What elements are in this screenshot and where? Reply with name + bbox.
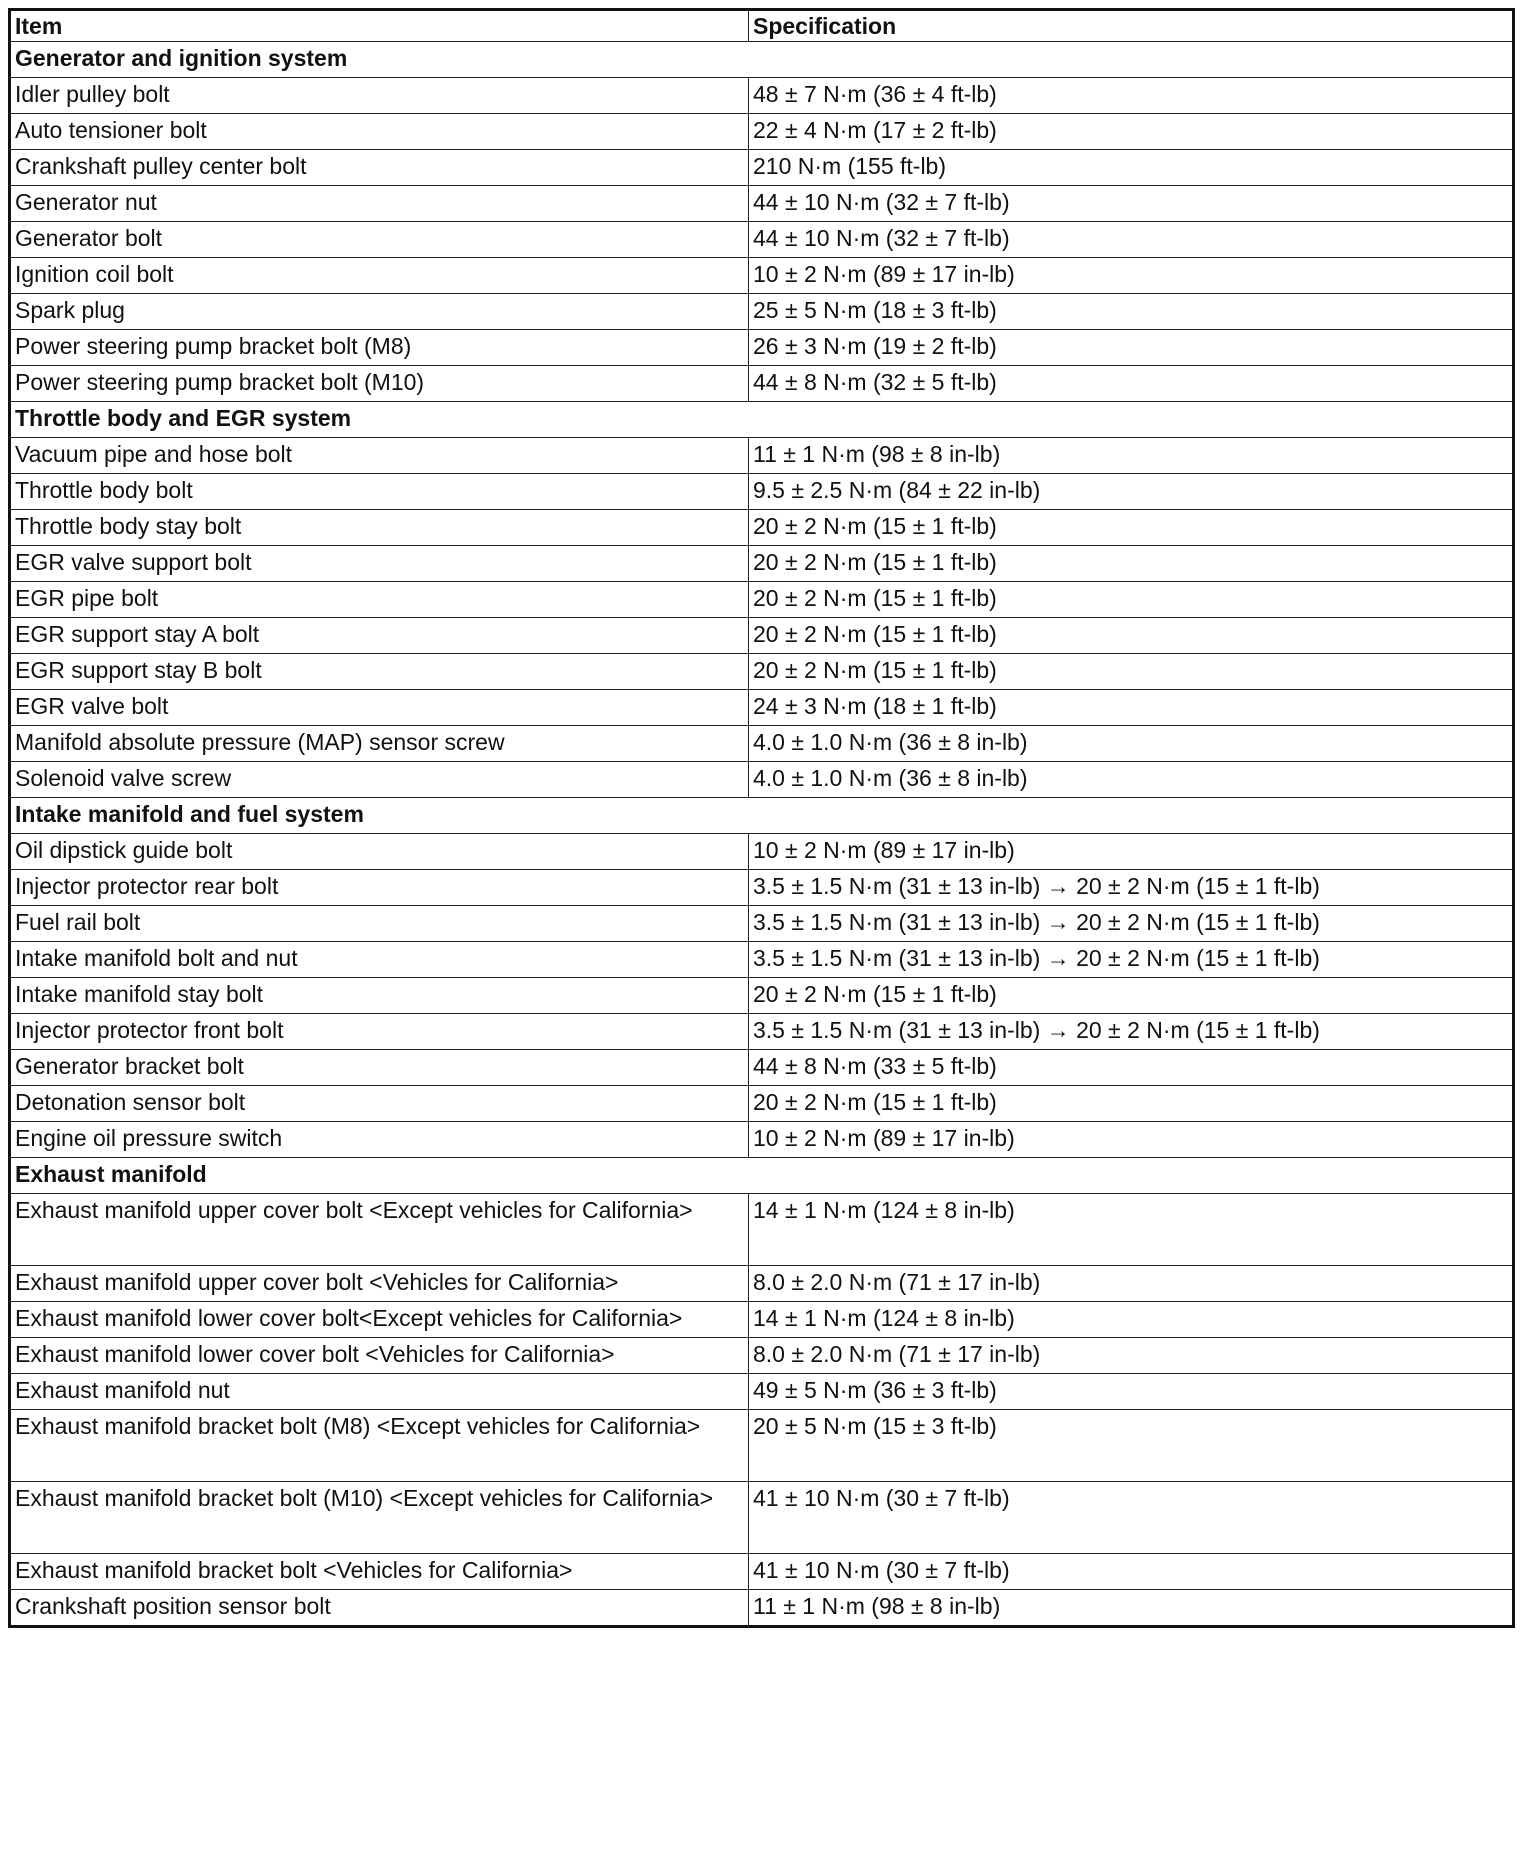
section-title: Exhaust manifold <box>10 1158 1514 1194</box>
item-cell: Exhaust manifold bracket bolt (M10) <Except vehicles for California> <box>10 1482 749 1554</box>
specification-cell: 48 ± 7 N·m (36 ± 4 ft-lb) <box>749 78 1514 114</box>
section-header-row <box>10 1158 1514 1194</box>
specification-cell: 3.5 ± 1.5 N·m (31 ± 13 in-lb) → 20 ± 2 N·m (15 ± 1 ft-lb) <box>749 906 1514 942</box>
section-title: Intake manifold and fuel system <box>10 798 1514 834</box>
specification-cell: 20 ± 2 N·m (15 ± 1 ft-lb) <box>749 654 1514 690</box>
table-row <box>10 1086 1514 1122</box>
table-row <box>10 1014 1514 1050</box>
specification-cell: 44 ± 10 N·m (32 ± 7 ft-lb) <box>749 222 1514 258</box>
table-row <box>10 78 1514 114</box>
table-row <box>10 870 1514 906</box>
header-row <box>10 10 1514 42</box>
specification-cell: 20 ± 5 N·m (15 ± 3 ft-lb) <box>749 1410 1514 1482</box>
item-cell: Intake manifold bolt and nut <box>10 942 749 978</box>
specification-cell: 44 ± 8 N·m (33 ± 5 ft-lb) <box>749 1050 1514 1086</box>
table-row <box>10 1302 1514 1338</box>
table-row <box>10 1266 1514 1302</box>
specification-cell: 20 ± 2 N·m (15 ± 1 ft-lb) <box>749 618 1514 654</box>
item-cell: Injector protector rear bolt <box>10 870 749 906</box>
table-row <box>10 1338 1514 1374</box>
table-row <box>10 942 1514 978</box>
specification-cell: 25 ± 5 N·m (18 ± 3 ft-lb) <box>749 294 1514 330</box>
item-cell: EGR valve support bolt <box>10 546 749 582</box>
item-cell: Exhaust manifold nut <box>10 1374 749 1410</box>
specification-cell: 210 N·m (155 ft-lb) <box>749 150 1514 186</box>
specification-cell: 3.5 ± 1.5 N·m (31 ± 13 in-lb) → 20 ± 2 N·m (15 ± 1 ft-lb) <box>749 1014 1514 1050</box>
specification-cell: 20 ± 2 N·m (15 ± 1 ft-lb) <box>749 1086 1514 1122</box>
item-cell: EGR support stay A bolt <box>10 618 749 654</box>
specification-cell: 49 ± 5 N·m (36 ± 3 ft-lb) <box>749 1374 1514 1410</box>
item-cell: Spark plug <box>10 294 749 330</box>
section-header-row <box>10 42 1514 78</box>
item-cell: EGR pipe bolt <box>10 582 749 618</box>
table-row <box>10 978 1514 1014</box>
specification-cell: 4.0 ± 1.0 N·m (36 ± 8 in-lb) <box>749 762 1514 798</box>
section-title: Throttle body and EGR system <box>10 402 1514 438</box>
item-cell: Exhaust manifold upper cover bolt <Vehicles for California> <box>10 1266 749 1302</box>
column-header-specification: Specification <box>749 10 1514 42</box>
table-row <box>10 222 1514 258</box>
table-row <box>10 546 1514 582</box>
table-body <box>10 42 1514 1627</box>
specification-cell: 3.5 ± 1.5 N·m (31 ± 13 in-lb) → 20 ± 2 N·m (15 ± 1 ft-lb) <box>749 870 1514 906</box>
item-cell: Throttle body bolt <box>10 474 749 510</box>
item-cell: Generator nut <box>10 186 749 222</box>
specification-cell: 41 ± 10 N·m (30 ± 7 ft-lb) <box>749 1554 1514 1590</box>
specification-cell: 3.5 ± 1.5 N·m (31 ± 13 in-lb) → 20 ± 2 N·m (15 ± 1 ft-lb) <box>749 942 1514 978</box>
table-head <box>10 10 1514 42</box>
item-cell: Generator bolt <box>10 222 749 258</box>
table-row <box>10 834 1514 870</box>
item-cell: Exhaust manifold lower cover bolt <Vehicles for California> <box>10 1338 749 1374</box>
table-row <box>10 654 1514 690</box>
section-header-row <box>10 798 1514 834</box>
item-cell: Throttle body stay bolt <box>10 510 749 546</box>
torque-spec-table <box>8 8 1515 1628</box>
table-row <box>10 258 1514 294</box>
specification-cell: 9.5 ± 2.5 N·m (84 ± 22 in-lb) <box>749 474 1514 510</box>
specification-cell: 10 ± 2 N·m (89 ± 17 in-lb) <box>749 1122 1514 1158</box>
specification-cell: 14 ± 1 N·m (124 ± 8 in-lb) <box>749 1302 1514 1338</box>
specification-cell: 11 ± 1 N·m (98 ± 8 in-lb) <box>749 1590 1514 1627</box>
specification-cell: 44 ± 8 N·m (32 ± 5 ft-lb) <box>749 366 1514 402</box>
table-row <box>10 762 1514 798</box>
specification-cell: 4.0 ± 1.0 N·m (36 ± 8 in-lb) <box>749 726 1514 762</box>
column-header-item: Item <box>10 10 749 42</box>
table-row <box>10 474 1514 510</box>
table-row <box>10 186 1514 222</box>
item-cell: Ignition coil bolt <box>10 258 749 294</box>
item-cell: Exhaust manifold upper cover bolt <Except vehicles for California> <box>10 1194 749 1266</box>
item-cell: Fuel rail bolt <box>10 906 749 942</box>
item-cell: Auto tensioner bolt <box>10 114 749 150</box>
table-row <box>10 1050 1514 1086</box>
table-row <box>10 510 1514 546</box>
specification-cell: 10 ± 2 N·m (89 ± 17 in-lb) <box>749 834 1514 870</box>
specification-cell: 20 ± 2 N·m (15 ± 1 ft-lb) <box>749 582 1514 618</box>
item-cell: Exhaust manifold bracket bolt (M8) <Except vehicles for California> <box>10 1410 749 1482</box>
table-row <box>10 1410 1514 1482</box>
table-row <box>10 618 1514 654</box>
item-cell: Oil dipstick guide bolt <box>10 834 749 870</box>
section-title: Generator and ignition system <box>10 42 1514 78</box>
table-row <box>10 366 1514 402</box>
table-row <box>10 114 1514 150</box>
specification-cell: 14 ± 1 N·m (124 ± 8 in-lb) <box>749 1194 1514 1266</box>
table-row <box>10 1374 1514 1410</box>
table-row <box>10 1590 1514 1627</box>
specification-cell: 8.0 ± 2.0 N·m (71 ± 17 in-lb) <box>749 1266 1514 1302</box>
table-row <box>10 438 1514 474</box>
table-row <box>10 906 1514 942</box>
table-row <box>10 1122 1514 1158</box>
specification-cell: 11 ± 1 N·m (98 ± 8 in-lb) <box>749 438 1514 474</box>
table-row <box>10 1194 1514 1266</box>
specification-cell: 26 ± 3 N·m (19 ± 2 ft-lb) <box>749 330 1514 366</box>
item-cell: Crankshaft position sensor bolt <box>10 1590 749 1627</box>
item-cell: Detonation sensor bolt <box>10 1086 749 1122</box>
item-cell: Vacuum pipe and hose bolt <box>10 438 749 474</box>
item-cell: Engine oil pressure switch <box>10 1122 749 1158</box>
item-cell: Crankshaft pulley center bolt <box>10 150 749 186</box>
table-row <box>10 1554 1514 1590</box>
table-row <box>10 726 1514 762</box>
specification-cell: 22 ± 4 N·m (17 ± 2 ft-lb) <box>749 114 1514 150</box>
specification-cell: 24 ± 3 N·m (18 ± 1 ft-lb) <box>749 690 1514 726</box>
table-row <box>10 150 1514 186</box>
item-cell: Injector protector front bolt <box>10 1014 749 1050</box>
table-row <box>10 330 1514 366</box>
item-cell: Generator bracket bolt <box>10 1050 749 1086</box>
item-cell: Manifold absolute pressure (MAP) sensor screw <box>10 726 749 762</box>
specification-cell: 10 ± 2 N·m (89 ± 17 in-lb) <box>749 258 1514 294</box>
specification-cell: 20 ± 2 N·m (15 ± 1 ft-lb) <box>749 510 1514 546</box>
item-cell: Idler pulley bolt <box>10 78 749 114</box>
table-row <box>10 1482 1514 1554</box>
item-cell: EGR support stay B bolt <box>10 654 749 690</box>
item-cell: Exhaust manifold lower cover bolt<Except vehicles for California> <box>10 1302 749 1338</box>
item-cell: Power steering pump bracket bolt (M8) <box>10 330 749 366</box>
specification-cell: 44 ± 10 N·m (32 ± 7 ft-lb) <box>749 186 1514 222</box>
specification-cell: 20 ± 2 N·m (15 ± 1 ft-lb) <box>749 546 1514 582</box>
table-row <box>10 582 1514 618</box>
item-cell: Exhaust manifold bracket bolt <Vehicles for California> <box>10 1554 749 1590</box>
specification-cell: 41 ± 10 N·m (30 ± 7 ft-lb) <box>749 1482 1514 1554</box>
item-cell: Power steering pump bracket bolt (M10) <box>10 366 749 402</box>
specification-cell: 20 ± 2 N·m (15 ± 1 ft-lb) <box>749 978 1514 1014</box>
item-cell: Solenoid valve screw <box>10 762 749 798</box>
section-header-row <box>10 402 1514 438</box>
item-cell: EGR valve bolt <box>10 690 749 726</box>
specification-cell: 8.0 ± 2.0 N·m (71 ± 17 in-lb) <box>749 1338 1514 1374</box>
table-row <box>10 294 1514 330</box>
item-cell: Intake manifold stay bolt <box>10 978 749 1014</box>
table-row <box>10 690 1514 726</box>
